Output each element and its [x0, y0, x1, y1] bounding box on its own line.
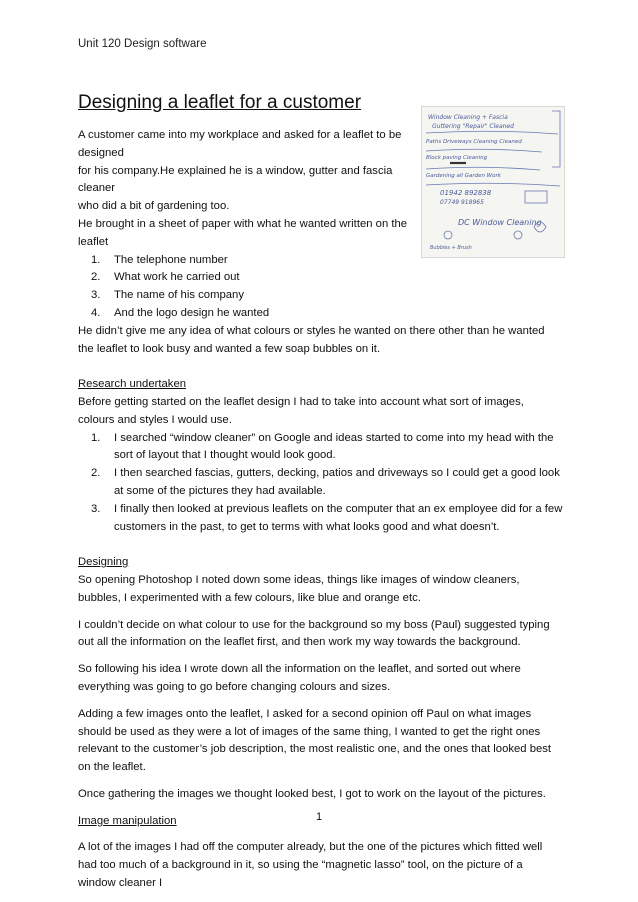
- intro-line-2: for his company.He explained he is a window, gutter and fascia cleaner: [78, 164, 393, 195]
- designing-paragraph: So following his idea I wrote down all the information on the leaflet, and sorted out where everything was going to go before changing colours and sizes.: [78, 663, 521, 693]
- list-item-text: What work he carried out: [114, 271, 240, 284]
- note-line-3: Paths Driveways Cleaning Cleaned: [426, 139, 522, 145]
- intro-closing-paragraph: He didn’t give me any idea of what colours or styles he wanted on there other than he wanted the leaflet to look busy and wanted a few soap bubbles on it.: [78, 324, 545, 355]
- list-number: 3.: [91, 502, 101, 515]
- note-line-5: Gardening all Garden Work: [426, 173, 501, 179]
- list-item: [78, 430, 563, 466]
- list-number: 1.: [91, 431, 101, 444]
- list-item-text: The telephone number: [114, 253, 228, 266]
- list-number: 4.: [91, 306, 101, 319]
- list-item-text: The name of his company: [114, 289, 244, 302]
- requirements-list: [78, 252, 563, 323]
- list-number: 1.: [91, 253, 101, 266]
- research-heading: Research undertaken: [78, 378, 187, 391]
- list-number: 3.: [91, 289, 101, 302]
- designing-paragraph: So opening Photoshop I noted down some ideas, things like images of window cleaners, bubbles, I experimented with a few colours, like blue and orange etc.: [78, 573, 520, 604]
- note-line-6: 01942 892838: [440, 189, 492, 197]
- list-item: [78, 269, 563, 287]
- list-item: [78, 465, 563, 501]
- list-item-text: I then searched fascias, gutters, decking, patios and driveways so I could get a good look at some of the pictures they had available.: [114, 467, 560, 497]
- document-title: Designing a leaflet for a customer: [78, 92, 362, 113]
- list-item: [78, 501, 563, 537]
- designing-paragraph: I couldn’t decide on what colour to use for the background so my boss (Paul) suggested typing out all the information on the leaflet first, and then work my way towards the background.: [78, 618, 550, 649]
- intro-text: [78, 127, 428, 252]
- intro-line-1: A customer came into my workplace and asked for a leaflet to be designed: [78, 129, 402, 159]
- list-item-text: I searched “window cleaner” on Google and ideas started to come into my head with the sort of layout that I thought would look good.: [114, 431, 554, 462]
- intro-line-3: who did a bit of gardening too.: [78, 200, 230, 213]
- list-item-text: And the logo design he wanted: [114, 306, 270, 319]
- note-line-7: 07749 918965: [440, 199, 484, 206]
- page-number: 1: [315, 811, 323, 823]
- document-body: [78, 127, 563, 893]
- list-item: [78, 287, 563, 305]
- note-line-9: Bubbles + Brush: [430, 245, 472, 251]
- research-list: [78, 430, 563, 537]
- designing-heading: Designing: [78, 556, 129, 569]
- list-number: 2.: [91, 271, 101, 284]
- list-item: [78, 252, 563, 270]
- designing-paragraph: Once gathering the images we thought looked best, I got to work on the layout of the pictures.: [78, 787, 546, 800]
- image-manipulation-heading: Image manipulation: [78, 814, 177, 827]
- intro-line-4: He brought in a sheet of paper with what he wanted written on the leaflet: [78, 217, 408, 248]
- image-manipulation-paragraph: A lot of the images I had off the computer already, but the one of the pictures which fitted well had too much of a background in it, so using the “magnetic lasso” tool, on the picture of a window cleaner I: [78, 841, 543, 890]
- note-line-2: Guttering "Repair" Cleaned: [432, 123, 514, 130]
- page-header: Unit 120 Design software: [78, 38, 207, 50]
- note-line-8: DC Window Cleaning: [458, 218, 542, 227]
- list-number: 2.: [91, 467, 101, 480]
- list-item: [78, 305, 563, 323]
- list-item-text: I finally then looked at previous leaflets on the computer that an ex employee did for a few customers in the past, to get to terms with what looks good and what doesn’t.: [114, 502, 563, 533]
- note-line-1: Window Cleaning + Fascia: [428, 114, 508, 121]
- designing-paragraph: Adding a few images onto the leaflet, I asked for a second opinion off Paul on what images should be used as they were a lot of images of the same thing, I wanted to get the right ones relevant to the customer’s job description, the most realistic one, and the ones that looked best on the leaflet.: [78, 707, 552, 774]
- note-line-4: Block paving Cleaning: [426, 155, 488, 161]
- research-paragraph: Before getting started on the leaflet design I had to take into account what sort of images, colours and styles I would use.: [78, 395, 524, 426]
